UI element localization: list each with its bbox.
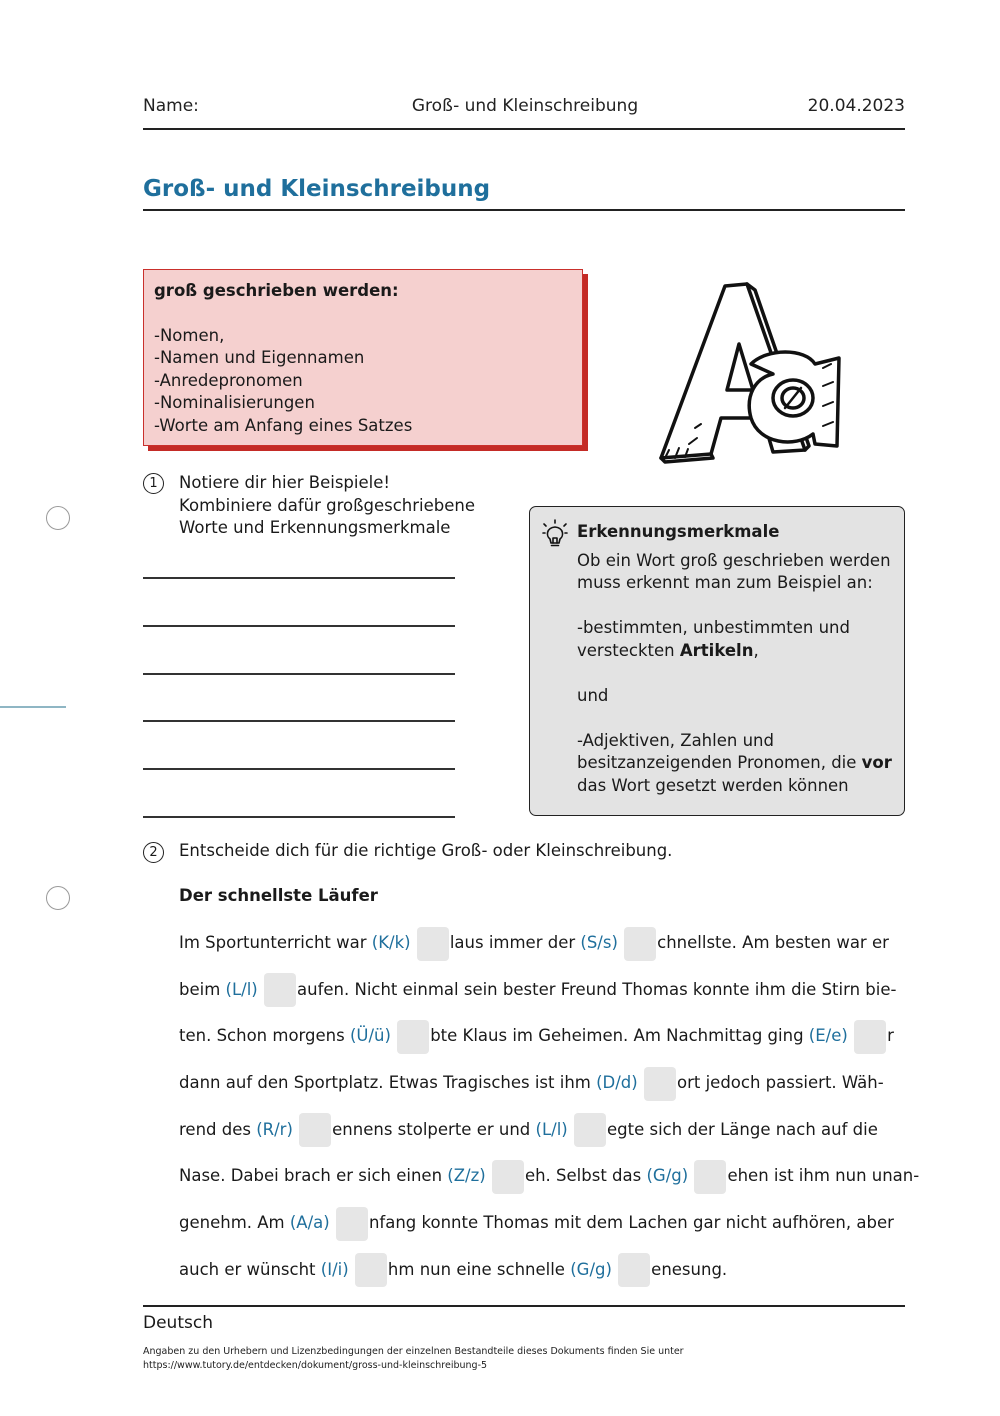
header-divider — [143, 128, 905, 130]
cloze-line — [179, 1252, 907, 1299]
name-label: Name: — [143, 96, 199, 116]
info-text — [577, 617, 894, 662]
letter-blank-input[interactable] — [694, 1160, 726, 1194]
lightbulb-icon — [542, 519, 568, 549]
info-text-part: , — [753, 640, 759, 660]
letter-option-hint: (D/d) — [596, 1073, 638, 1093]
cloze-text-part: hm nun eine schnelle — [387, 1259, 571, 1279]
task-number-2: 2 — [143, 842, 164, 863]
letter-option-hint: (G/g) — [570, 1259, 612, 1279]
cloze-text-part: eh. Selbst das — [524, 1166, 647, 1186]
rules-item: -Namen und Eigennamen — [154, 348, 365, 367]
cloze-text-part: genehm. Am — [179, 1213, 290, 1233]
cloze-text-part: enesung. — [651, 1259, 728, 1279]
footer-link[interactable]: https://www.tutory.de/entdecken/dokument/gross-und-kleinschreibung-5 — [143, 1360, 488, 1371]
rules-item: -Worte am Anfang eines Satzes — [154, 415, 413, 435]
cloze-text-part: nfang konnte Thomas mit dem Lachen gar nicht aufhören, aber — [368, 1213, 894, 1233]
answer-line[interactable] — [143, 673, 455, 675]
info-text: und — [577, 685, 609, 705]
letter-blank-input[interactable] — [574, 1113, 606, 1147]
cloze-line — [179, 1112, 907, 1159]
letter-blank-input[interactable] — [355, 1253, 387, 1287]
cloze-text-part: ten. Schon morgens — [179, 1026, 350, 1046]
cloze-text-part: ehen ist ihm nun unan- — [727, 1166, 920, 1186]
rules-box — [143, 269, 583, 446]
task2-instruction: Entscheide dich für die richtige Groß- oder Kleinschreibung. — [179, 841, 673, 860]
letter-blank-input[interactable] — [618, 1253, 650, 1287]
page-title: Groß- und Kleinschreibung — [143, 176, 491, 202]
title-divider — [143, 209, 905, 211]
letter-aa-icon — [655, 278, 845, 468]
punch-hole-bottom — [46, 886, 70, 910]
answer-line[interactable] — [143, 768, 455, 770]
rules-item: -Anredepronomen — [154, 370, 303, 390]
cloze-text-part: rend des — [179, 1119, 257, 1139]
footer-note: Angaben zu den Urhebern und Lizenzbedingungen der einzelnen Bestandteile dieses Dokuments finden Sie unter — [143, 1346, 684, 1357]
letter-option-hint: (A/a) — [289, 1213, 330, 1233]
letter-blank-input[interactable] — [397, 1020, 429, 1054]
cloze-text-part: ennens stolperte er und — [332, 1119, 536, 1139]
punch-hole-top — [46, 506, 70, 530]
task1-line: Kombiniere dafür großgeschriebene — [179, 495, 476, 515]
letter-option-hint: (R/r) — [256, 1119, 293, 1139]
header-date: 20.04.2023 — [807, 96, 905, 116]
cloze-text-part: Im Sportunterricht war — [179, 933, 372, 952]
cloze-text — [179, 925, 920, 1299]
header-topic: Groß- und Kleinschreibung — [411, 96, 639, 116]
info-keyword-artikeln: Artikeln — [679, 640, 754, 660]
cloze-text-part: auch er wünscht — [179, 1259, 321, 1279]
cloze-text-part: beim — [179, 979, 226, 999]
letter-blank-input[interactable] — [854, 1020, 886, 1054]
rules-item: -Nominalisierungen — [154, 393, 315, 412]
task1-line: Worte und Erkennungsmerkmale — [179, 518, 451, 537]
answer-line[interactable] — [143, 577, 455, 579]
rules-heading: groß geschrieben werden: — [154, 281, 399, 300]
footer-divider — [143, 1305, 905, 1307]
letter-option-hint: (Ü/ü) — [349, 1026, 391, 1046]
cloze-text-part: laus immer der — [449, 933, 581, 952]
cloze-text-part: dann auf den Sportplatz. Etwas Tragisches ist ihm — [179, 1073, 597, 1093]
answer-line[interactable] — [143, 816, 455, 818]
letter-blank-input[interactable] — [299, 1113, 331, 1147]
story-title: Der schnellste Läufer — [179, 886, 378, 905]
footer-subject: Deutsch — [143, 1313, 213, 1333]
cloze-line — [179, 1205, 907, 1252]
letter-blank-input[interactable] — [624, 927, 656, 961]
letter-option-hint: (S/s) — [580, 933, 618, 952]
info-box — [529, 506, 905, 816]
letter-blank-input[interactable] — [264, 973, 296, 1007]
letter-option-hint: (I/i) — [320, 1259, 349, 1279]
fold-mark — [0, 706, 66, 708]
cloze-text-part: aufen. Nicht einmal sein bester Freund Thomas konnte ihm die Stirn bie- — [297, 979, 897, 999]
letter-option-hint: (L/l) — [535, 1119, 568, 1139]
cloze-line — [179, 1065, 907, 1112]
info-heading: Erkennungsmerkmale — [577, 522, 780, 541]
answer-line[interactable] — [143, 625, 455, 627]
answer-line[interactable] — [143, 720, 455, 722]
cloze-text-part: egte sich der Länge nach auf die — [606, 1119, 878, 1139]
cloze-line — [179, 972, 907, 1019]
cloze-text-part: Nase. Dabei brach er sich einen — [179, 1166, 448, 1186]
cloze-line — [179, 1158, 920, 1205]
letter-option-hint: (E/e) — [808, 1026, 848, 1046]
cloze-text-part: chnellste. Am besten war er — [657, 933, 889, 952]
letter-option-hint: (L/l) — [225, 979, 258, 999]
cloze-text-part: ort jedoch passiert. Wäh- — [676, 1073, 884, 1093]
task-number-1: 1 — [143, 473, 164, 494]
rules-item: -Nomen, — [154, 325, 225, 345]
task1-instruction — [179, 472, 475, 540]
info-text-part: -bestimmten, unbestimmten und versteckten — [577, 618, 850, 660]
letter-blank-input[interactable] — [492, 1160, 524, 1194]
letter-blank-input[interactable] — [417, 927, 449, 961]
letter-option-hint: (G/g) — [646, 1166, 689, 1186]
cloze-text-part: bte Klaus im Geheimen. Am Nachmittag ging — [430, 1026, 809, 1046]
info-text: Ob ein Wort groß geschrieben werden muss erkennt man zum Beispiel an: — [577, 550, 891, 592]
info-text-part: das Wort gesetzt werden können — [577, 775, 849, 795]
letter-option-hint: (K/k) — [371, 933, 411, 952]
letter-blank-input[interactable] — [644, 1067, 676, 1101]
info-text-part: -Adjektiven, Zahlen und besitzanzeigenden Pronomen, die — [577, 730, 862, 772]
letter-blank-input[interactable] — [336, 1207, 368, 1241]
cloze-line — [179, 1018, 907, 1065]
footer-attribution — [143, 1345, 684, 1373]
info-text — [577, 730, 894, 798]
info-keyword-vor: vor — [861, 753, 892, 772]
task1-line: Notiere dir hier Beispiele! — [179, 473, 390, 492]
cloze-text-part: r — [887, 1026, 894, 1046]
letter-option-hint: (Z/z) — [447, 1166, 486, 1186]
cloze-line — [179, 925, 907, 972]
